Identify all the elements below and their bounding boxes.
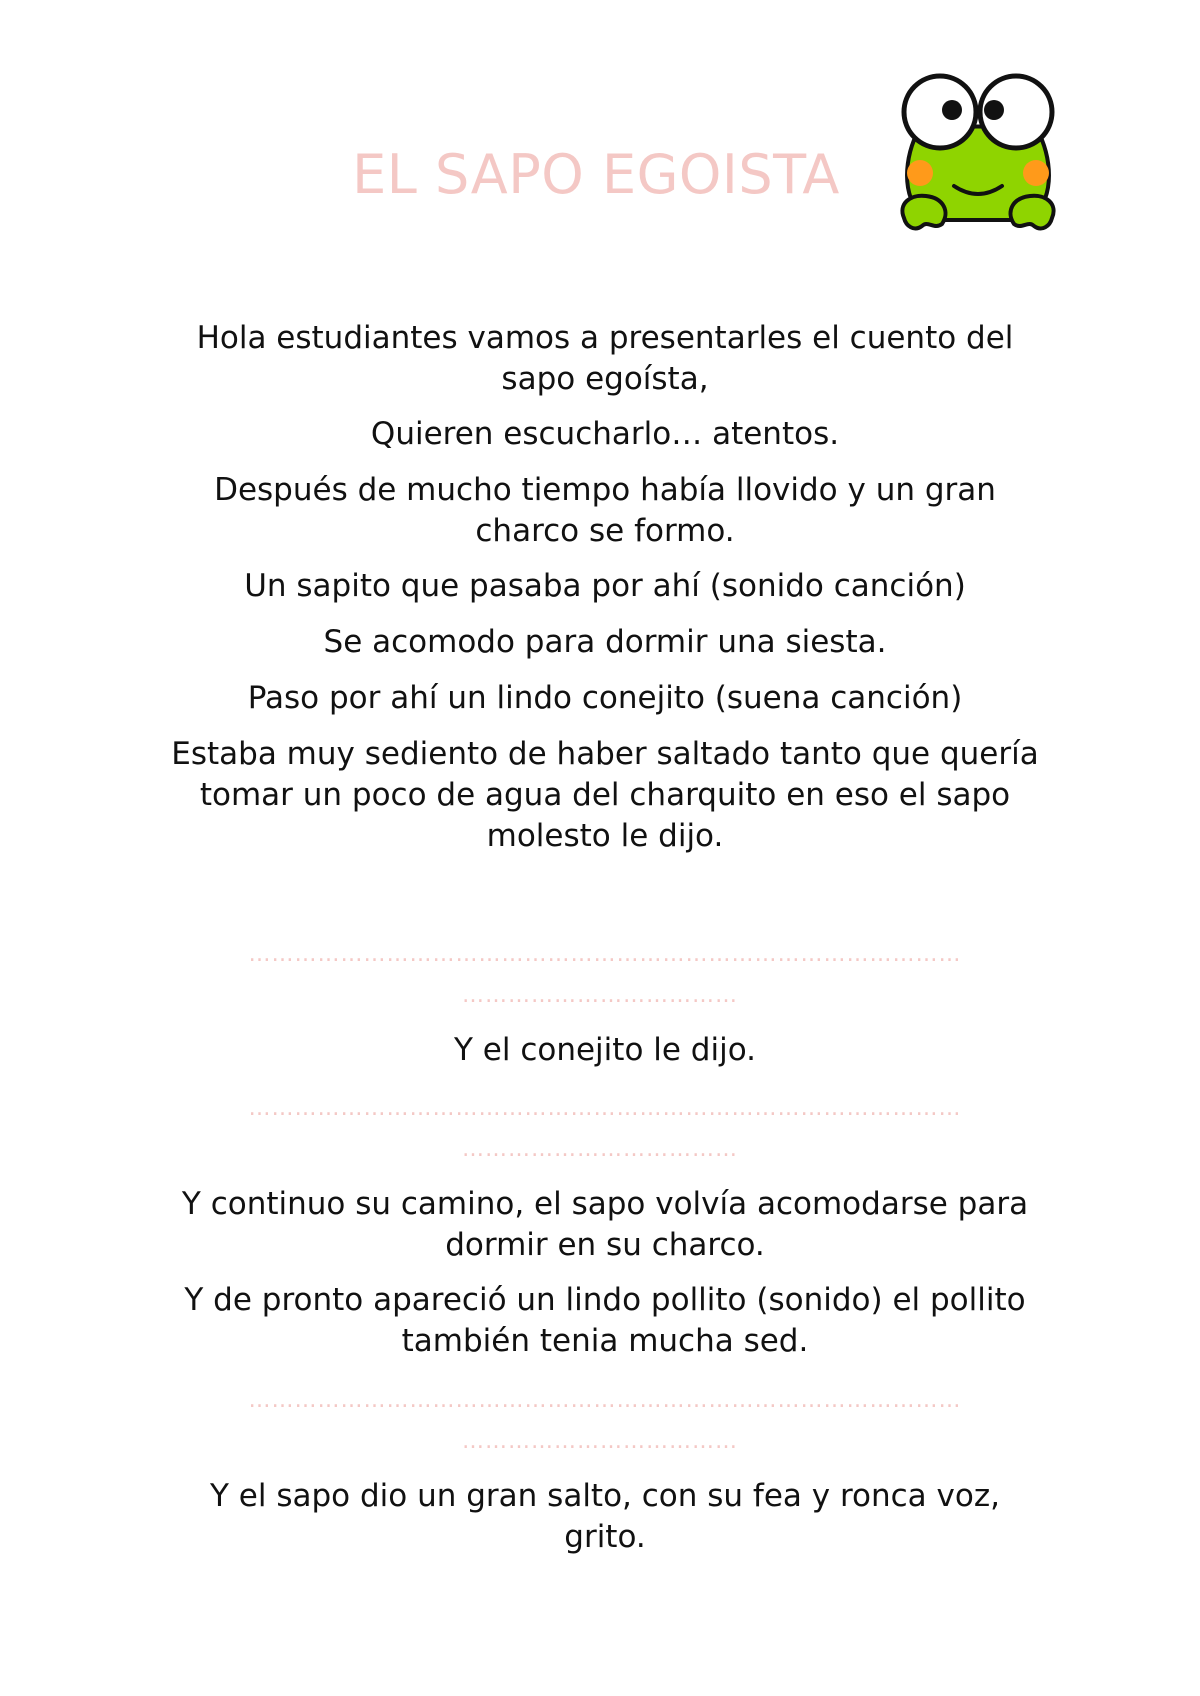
frog-right-hand	[1011, 196, 1054, 229]
frog-right-cheek	[1023, 160, 1049, 186]
paragraph-rain: Después de mucho tiempo había llovido y un gran charco se formo.	[214, 472, 996, 549]
paragraph-rabbit-thirsty: Estaba muy sediento de haber saltado tanto que quería tomar un poco de agua del charquito en eso el sapo molesto le dijo.	[171, 736, 1039, 854]
fill-line-1-long: …………………………………………………………………………………	[248, 944, 962, 966]
frog-left-cheek	[907, 160, 933, 186]
frog-left-eye	[904, 76, 976, 148]
paragraph-frog-shouts: Y el sapo dio un gran salto, con su fea y ronca voz, grito.	[210, 1478, 1000, 1555]
frog-left-pupil	[942, 100, 962, 120]
paragraph-listen: Quieren escucharlo… atentos.	[370, 416, 840, 452]
paragraph-nap: Se acomodo para dormir una siesta.	[323, 624, 887, 660]
document-title: EL SAPO EGOISTA	[352, 143, 840, 206]
paragraph-chick-arrives: Y de pronto apareció un lindo pollito (sonido) el pollito también tenia mucha sed.	[184, 1282, 1026, 1359]
paragraph-rabbit-said: Y el conejito le dijo.	[454, 1032, 756, 1068]
paragraph-frog-arrives: Un sapito que pasaba por ahí (sonido canción)	[244, 568, 966, 604]
fill-line-3-long: …………………………………………………………………………………	[248, 1390, 962, 1412]
fill-line-3-short: ………………………………	[462, 1431, 738, 1453]
paragraph-rabbit-arrives: Paso por ahí un lindo conejito (suena canción)	[247, 680, 963, 716]
frog-character-icon	[892, 70, 1064, 236]
fill-line-2-short: ………………………………	[462, 1139, 738, 1161]
paragraph-continue: Y continuo su camino, el sapo volvía acomodarse para dormir en su charco.	[181, 1186, 1029, 1263]
frog-left-hand	[902, 196, 945, 229]
fill-line-2-long: …………………………………………………………………………………	[248, 1098, 962, 1120]
paragraph-intro: Hola estudiantes vamos a presentarles el cuento del sapo egoísta,	[196, 320, 1014, 397]
fill-line-1-short: ………………………………	[462, 985, 738, 1007]
frog-right-pupil	[984, 100, 1004, 120]
